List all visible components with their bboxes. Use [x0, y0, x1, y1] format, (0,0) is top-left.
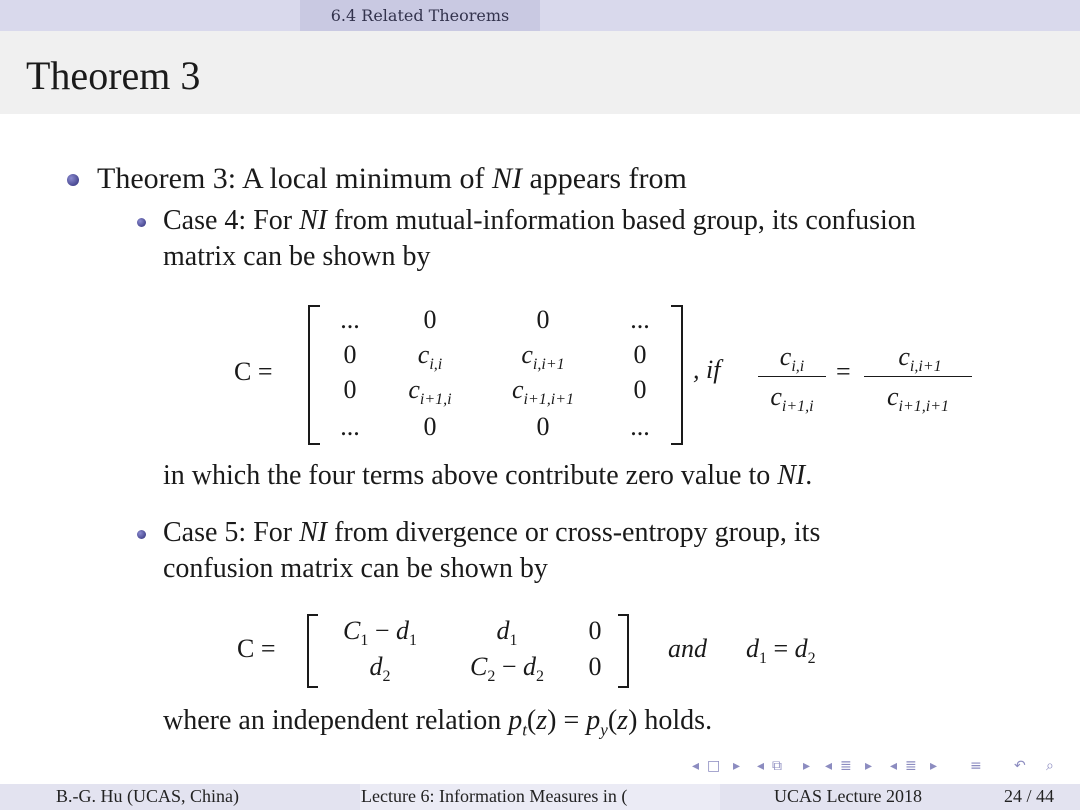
footer-lecture: Lecture 6: Information Measures in ( — [361, 786, 628, 806]
case5-line1: Case 5: For NI from divergence or cross-entropy group, its — [163, 517, 821, 548]
case4-line1: Case 4: For NI from mutual-information based group, its confusion — [163, 205, 916, 236]
eq1-condition: , if — [693, 355, 721, 384]
bullet-icon — [67, 174, 79, 186]
case4-line2: matrix can be shown by — [163, 241, 431, 272]
eq1-frac2-bar — [864, 376, 972, 377]
case4-after: in which the four terms above contribute zero value to NI. — [163, 460, 813, 491]
eq2-left-bracket — [307, 614, 318, 688]
eq1-lhs: C = — [234, 357, 273, 386]
sub-bullet-icon — [137, 530, 146, 539]
case5-after: where an independent relation $p_t(z) = p_y(z)$ holds. — [163, 705, 713, 740]
frame-title: Theorem 3 — [26, 53, 201, 98]
nav-prev-section-icon[interactable]: ◂ — [825, 758, 833, 774]
eq2-r2c3: 0 — [588, 652, 602, 681]
eq1-r4c2: 0 — [423, 412, 437, 441]
nav-next-frame-icon[interactable]: ▸ — [733, 758, 741, 774]
eq1-r1c3: 0 — [536, 305, 550, 334]
footer-event: UCAS Lecture 2018 — [774, 786, 922, 806]
eq1-r2c4: 0 — [633, 340, 647, 369]
eq2-and: and — [668, 634, 707, 663]
nav-search-icon[interactable]: ⌕ — [1046, 758, 1054, 774]
sub-bullet-icon — [137, 218, 146, 227]
eq2-r1c1: $C_1 - d_1$ — [342, 616, 417, 650]
eq1-frac1-bar — [758, 376, 826, 377]
section-indicator[interactable]: 6.4 Related Theorems — [300, 0, 540, 31]
eq2-relation: $d_1 = d_2$ — [746, 634, 816, 668]
eq1-r3c2: $c_{i+1,i}$ — [408, 375, 452, 409]
eq2-lhs: C = — [237, 634, 276, 663]
nav-prev-frame-icon[interactable]: ◂ — [692, 758, 700, 774]
nav-next-section-icon[interactable]: ▸ — [865, 758, 873, 774]
eq2-r2c1: $d_2$ — [369, 652, 391, 686]
eq1-r3c3: $c_{i+1,i+1}$ — [511, 375, 575, 409]
eq1-r3c4: 0 — [633, 375, 647, 404]
eq1-r1c4: ... — [630, 305, 650, 334]
eq1-right-bracket — [671, 305, 683, 445]
theorem-statement: Theorem 3: A local minimum of NI appears from — [97, 162, 687, 195]
eq1-frac1-den: $c_{i+1,i}$ — [770, 382, 814, 416]
nav-prev-appendix-icon[interactable]: ◂ — [890, 758, 898, 774]
eq1-r3c1: 0 — [343, 375, 357, 404]
nav-appendix-icon[interactable]: ≣ — [905, 758, 917, 774]
nav-next-appendix-icon[interactable]: ▸ — [930, 758, 938, 774]
eq2-r1c2: $d_1$ — [496, 616, 518, 650]
eq1-left-bracket — [308, 305, 320, 445]
nav-section-icon[interactable]: ≣ — [840, 758, 852, 774]
eq1-r4c4: ... — [630, 412, 650, 441]
eq1-r1c2: 0 — [423, 305, 437, 334]
eq2-right-bracket — [618, 614, 629, 688]
eq1-r2c1: 0 — [343, 340, 357, 369]
nav-document-icon[interactable]: ≡ — [970, 758, 982, 774]
eq1-frac2-den: $c_{i+1,i+1}$ — [886, 382, 950, 416]
nav-undo-icon[interactable]: ↶ — [1014, 758, 1026, 774]
eq1-equals: = — [836, 357, 851, 386]
eq1-r4c1: ... — [340, 412, 360, 441]
nav-frame-icon[interactable]: □ — [707, 758, 721, 774]
eq1-r2c2: $c_{i,i}$ — [417, 340, 443, 374]
nav-next-subsection-icon[interactable]: ▸ — [803, 758, 811, 774]
nav-prev-subsection-icon[interactable]: ◂ — [757, 758, 765, 774]
eq1-frac1-num: $c_{i,i}$ — [779, 342, 805, 376]
nav-subsection-icon[interactable]: ⧉ — [772, 758, 782, 774]
eq1-r4c3: 0 — [536, 412, 550, 441]
eq2-r2c2: $C_2 - d_2$ — [469, 652, 544, 686]
eq1-r1c1: ... — [340, 305, 360, 334]
case5-line2: confusion matrix can be shown by — [163, 553, 548, 584]
eq1-frac2-num: $c_{i,i+1}$ — [898, 342, 942, 376]
footer-author: B.-G. Hu (UCAS, China) — [56, 786, 239, 806]
eq2-r1c3: 0 — [588, 616, 602, 645]
footer-page-number: 24 / 44 — [1004, 786, 1055, 806]
eq1-r2c3: $c_{i,i+1}$ — [521, 340, 565, 374]
